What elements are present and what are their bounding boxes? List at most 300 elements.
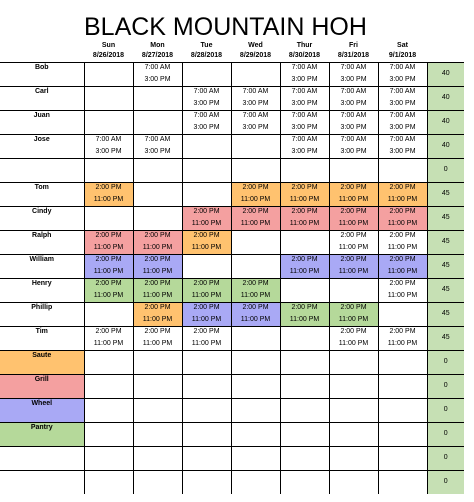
shift-start[interactable]: 7:00 AM: [133, 134, 182, 146]
shift-start[interactable]: 7:00 AM: [329, 62, 378, 74]
shift-end[interactable]: 3:00 PM: [133, 146, 182, 158]
empty-cell[interactable]: [378, 302, 427, 314]
date-header[interactable]: 9/1/2018: [388, 52, 417, 60]
empty-cell[interactable]: [378, 398, 427, 410]
empty-cell[interactable]: [329, 278, 378, 290]
empty-cell[interactable]: [280, 326, 329, 338]
empty-cell[interactable]: [329, 170, 378, 182]
employee-name[interactable]: Tim: [0, 326, 84, 350]
day-header[interactable]: Sun: [101, 41, 116, 49]
shift-end[interactable]: 3:00 PM: [329, 122, 378, 134]
empty-cell[interactable]: [378, 446, 427, 458]
shift-start[interactable]: 2:00 PM: [329, 254, 378, 266]
shift-end[interactable]: 11:00 PM: [84, 242, 133, 254]
empty-cell[interactable]: [231, 62, 280, 74]
shift-end[interactable]: 3:00 PM: [182, 122, 231, 134]
date-header[interactable]: 8/28/2018: [190, 52, 223, 60]
shift-start[interactable]: 7:00 AM: [329, 110, 378, 122]
empty-cell[interactable]: [378, 350, 427, 362]
empty-cell[interactable]: [182, 62, 231, 74]
date-header[interactable]: 8/27/2018: [141, 52, 174, 60]
empty-cell[interactable]: [329, 410, 378, 422]
legend-label[interactable]: Saute: [0, 350, 84, 374]
shift-start[interactable]: 2:00 PM: [84, 326, 133, 338]
employee-name[interactable]: Phillip: [0, 302, 84, 326]
shift-start[interactable]: 2:00 PM: [84, 230, 133, 242]
shift-start[interactable]: 2:00 PM: [378, 326, 427, 338]
empty-cell[interactable]: [182, 482, 231, 494]
empty-cell[interactable]: [231, 242, 280, 254]
empty-cell[interactable]: [378, 458, 427, 470]
shift-end[interactable]: 11:00 PM: [133, 338, 182, 350]
shift-end[interactable]: 11:00 PM: [280, 266, 329, 278]
empty-cell[interactable]: [133, 410, 182, 422]
shift-end[interactable]: 11:00 PM: [231, 218, 280, 230]
empty-cell[interactable]: [84, 110, 133, 122]
shift-end[interactable]: 11:00 PM: [84, 290, 133, 302]
shift-start[interactable]: 7:00 AM: [182, 86, 231, 98]
shift-end[interactable]: 3:00 PM: [280, 74, 329, 86]
empty-cell[interactable]: [133, 194, 182, 206]
empty-cell[interactable]: [182, 134, 231, 146]
empty-cell[interactable]: [182, 470, 231, 482]
empty-cell[interactable]: [231, 374, 280, 386]
empty-cell[interactable]: [329, 374, 378, 386]
hours-total[interactable]: 45: [427, 182, 464, 206]
empty-cell[interactable]: [182, 422, 231, 434]
shift-end[interactable]: 3:00 PM: [182, 98, 231, 110]
hours-total[interactable]: 45: [427, 206, 464, 230]
shift-end[interactable]: 11:00 PM: [182, 242, 231, 254]
empty-cell[interactable]: [280, 482, 329, 494]
shift-end[interactable]: 3:00 PM: [280, 122, 329, 134]
shift-start[interactable]: 2:00 PM: [133, 326, 182, 338]
shift-end[interactable]: 3:00 PM: [378, 98, 427, 110]
employee-name[interactable]: William: [0, 254, 84, 278]
empty-cell[interactable]: [182, 398, 231, 410]
day-header[interactable]: Thur: [296, 41, 313, 49]
empty-cell[interactable]: [280, 458, 329, 470]
empty-cell[interactable]: [84, 410, 133, 422]
shift-end[interactable]: 11:00 PM: [329, 194, 378, 206]
empty-cell[interactable]: [133, 386, 182, 398]
shift-start[interactable]: 2:00 PM: [280, 182, 329, 194]
shift-start[interactable]: 2:00 PM: [231, 302, 280, 314]
employee-name[interactable]: Juan: [0, 110, 84, 134]
employee-name[interactable]: Ralph: [0, 230, 84, 254]
shift-end[interactable]: 11:00 PM: [329, 218, 378, 230]
empty-cell[interactable]: [280, 350, 329, 362]
shift-end[interactable]: 11:00 PM: [378, 290, 427, 302]
empty-cell[interactable]: [280, 422, 329, 434]
legend-label[interactable]: Grill: [0, 374, 84, 398]
empty-cell[interactable]: [231, 410, 280, 422]
empty-cell[interactable]: [182, 170, 231, 182]
shift-start[interactable]: 2:00 PM: [182, 230, 231, 242]
empty-cell[interactable]: [133, 458, 182, 470]
empty-cell[interactable]: [182, 146, 231, 158]
shift-end[interactable]: 3:00 PM: [329, 146, 378, 158]
empty-cell[interactable]: [182, 266, 231, 278]
day-header[interactable]: Sat: [397, 41, 408, 49]
empty-cell[interactable]: [182, 458, 231, 470]
shift-end[interactable]: 11:00 PM: [280, 194, 329, 206]
empty-cell[interactable]: [280, 410, 329, 422]
empty-cell[interactable]: [133, 350, 182, 362]
empty-cell[interactable]: [280, 242, 329, 254]
shift-end[interactable]: 11:00 PM: [329, 338, 378, 350]
empty-cell[interactable]: [378, 434, 427, 446]
hours-total[interactable]: 45: [427, 278, 464, 302]
empty-cell[interactable]: [378, 170, 427, 182]
shift-start[interactable]: 7:00 AM: [182, 110, 231, 122]
empty-cell[interactable]: [280, 158, 329, 170]
shift-start[interactable]: 7:00 AM: [329, 86, 378, 98]
empty-cell[interactable]: [84, 218, 133, 230]
empty-cell[interactable]: [378, 158, 427, 170]
empty-cell[interactable]: [231, 434, 280, 446]
empty-cell[interactable]: [329, 446, 378, 458]
empty-cell[interactable]: [133, 206, 182, 218]
hours-total[interactable]: 40: [427, 62, 464, 86]
empty-cell[interactable]: [84, 98, 133, 110]
employee-name[interactable]: Carl: [0, 86, 84, 110]
empty-cell[interactable]: [133, 422, 182, 434]
shift-start[interactable]: 2:00 PM: [231, 182, 280, 194]
empty-cell[interactable]: [182, 446, 231, 458]
empty-cell[interactable]: [378, 374, 427, 386]
employee-name[interactable]: [0, 446, 84, 470]
empty-cell[interactable]: [329, 434, 378, 446]
empty-cell[interactable]: [378, 362, 427, 374]
employee-name[interactable]: [0, 158, 84, 182]
empty-cell[interactable]: [182, 410, 231, 422]
hours-total[interactable]: 0: [427, 350, 464, 374]
empty-cell[interactable]: [329, 398, 378, 410]
empty-cell[interactable]: [231, 470, 280, 482]
empty-cell[interactable]: [84, 74, 133, 86]
empty-cell[interactable]: [231, 146, 280, 158]
empty-cell[interactable]: [280, 374, 329, 386]
empty-cell[interactable]: [378, 314, 427, 326]
shift-start[interactable]: 2:00 PM: [133, 302, 182, 314]
empty-cell[interactable]: [378, 410, 427, 422]
empty-cell[interactable]: [84, 158, 133, 170]
employee-name[interactable]: [0, 470, 84, 494]
shift-start[interactable]: 2:00 PM: [329, 302, 378, 314]
empty-cell[interactable]: [280, 338, 329, 350]
empty-cell[interactable]: [84, 446, 133, 458]
hours-total[interactable]: 45: [427, 254, 464, 278]
shift-start[interactable]: 2:00 PM: [378, 182, 427, 194]
shift-start[interactable]: 2:00 PM: [133, 278, 182, 290]
empty-cell[interactable]: [329, 458, 378, 470]
shift-end[interactable]: 3:00 PM: [280, 146, 329, 158]
hours-total[interactable]: 45: [427, 326, 464, 350]
empty-cell[interactable]: [231, 326, 280, 338]
empty-cell[interactable]: [84, 170, 133, 182]
hours-total[interactable]: 0: [427, 158, 464, 182]
shift-end[interactable]: 11:00 PM: [231, 314, 280, 326]
day-header[interactable]: Fri: [349, 41, 358, 49]
day-header[interactable]: Wed: [248, 41, 263, 49]
hours-total[interactable]: 40: [427, 110, 464, 134]
shift-start[interactable]: 2:00 PM: [133, 230, 182, 242]
empty-cell[interactable]: [133, 470, 182, 482]
day-header[interactable]: Tue: [200, 41, 213, 49]
shift-end[interactable]: 11:00 PM: [378, 194, 427, 206]
empty-cell[interactable]: [133, 218, 182, 230]
empty-cell[interactable]: [84, 302, 133, 314]
shift-start[interactable]: 7:00 AM: [378, 134, 427, 146]
shift-start[interactable]: 2:00 PM: [182, 302, 231, 314]
employee-name[interactable]: Tom: [0, 182, 84, 206]
hours-total[interactable]: 45: [427, 230, 464, 254]
empty-cell[interactable]: [280, 398, 329, 410]
empty-cell[interactable]: [182, 386, 231, 398]
shift-start[interactable]: 2:00 PM: [84, 254, 133, 266]
shift-end[interactable]: 11:00 PM: [182, 218, 231, 230]
empty-cell[interactable]: [84, 482, 133, 494]
date-header[interactable]: 8/31/2018: [337, 52, 370, 60]
shift-end[interactable]: 11:00 PM: [329, 314, 378, 326]
empty-cell[interactable]: [329, 158, 378, 170]
legend-label[interactable]: Pantry: [0, 422, 84, 446]
hours-total[interactable]: 40: [427, 134, 464, 158]
empty-cell[interactable]: [182, 74, 231, 86]
empty-cell[interactable]: [133, 170, 182, 182]
shift-end[interactable]: 11:00 PM: [378, 242, 427, 254]
empty-cell[interactable]: [84, 62, 133, 74]
shift-start[interactable]: 2:00 PM: [329, 326, 378, 338]
employee-name[interactable]: Cindy: [0, 206, 84, 230]
empty-cell[interactable]: [231, 338, 280, 350]
empty-cell[interactable]: [231, 134, 280, 146]
hours-total[interactable]: 0: [427, 422, 464, 446]
employee-name[interactable]: Henry: [0, 278, 84, 302]
empty-cell[interactable]: [231, 362, 280, 374]
shift-start[interactable]: 2:00 PM: [84, 182, 133, 194]
shift-end[interactable]: 11:00 PM: [231, 290, 280, 302]
empty-cell[interactable]: [231, 74, 280, 86]
empty-cell[interactable]: [280, 434, 329, 446]
shift-end[interactable]: 3:00 PM: [329, 74, 378, 86]
hours-total[interactable]: 40: [427, 86, 464, 110]
empty-cell[interactable]: [329, 482, 378, 494]
empty-cell[interactable]: [231, 398, 280, 410]
shift-start[interactable]: 2:00 PM: [84, 278, 133, 290]
shift-start[interactable]: 2:00 PM: [182, 206, 231, 218]
empty-cell[interactable]: [84, 470, 133, 482]
shift-end[interactable]: 3:00 PM: [329, 98, 378, 110]
empty-cell[interactable]: [231, 482, 280, 494]
shift-end[interactable]: 3:00 PM: [84, 146, 133, 158]
shift-end[interactable]: 3:00 PM: [231, 122, 280, 134]
empty-cell[interactable]: [329, 422, 378, 434]
hours-total[interactable]: 0: [427, 470, 464, 494]
shift-start[interactable]: 2:00 PM: [280, 302, 329, 314]
empty-cell[interactable]: [231, 458, 280, 470]
empty-cell[interactable]: [182, 158, 231, 170]
shift-end[interactable]: 11:00 PM: [182, 338, 231, 350]
shift-start[interactable]: 2:00 PM: [231, 278, 280, 290]
shift-start[interactable]: 7:00 AM: [280, 134, 329, 146]
empty-cell[interactable]: [84, 458, 133, 470]
date-header[interactable]: 8/26/2018: [92, 52, 125, 60]
empty-cell[interactable]: [182, 350, 231, 362]
empty-cell[interactable]: [84, 206, 133, 218]
empty-cell[interactable]: [280, 446, 329, 458]
shift-end[interactable]: 3:00 PM: [133, 74, 182, 86]
shift-end[interactable]: 11:00 PM: [378, 338, 427, 350]
shift-end[interactable]: 11:00 PM: [84, 266, 133, 278]
shift-start[interactable]: 7:00 AM: [231, 110, 280, 122]
shift-end[interactable]: 11:00 PM: [84, 194, 133, 206]
shift-end[interactable]: 11:00 PM: [329, 266, 378, 278]
shift-start[interactable]: 2:00 PM: [133, 254, 182, 266]
empty-cell[interactable]: [231, 158, 280, 170]
empty-cell[interactable]: [84, 422, 133, 434]
shift-end[interactable]: 11:00 PM: [133, 266, 182, 278]
shift-end[interactable]: 3:00 PM: [280, 98, 329, 110]
empty-cell[interactable]: [231, 266, 280, 278]
empty-cell[interactable]: [329, 362, 378, 374]
shift-start[interactable]: 2:00 PM: [378, 230, 427, 242]
shift-start[interactable]: 7:00 AM: [231, 86, 280, 98]
shift-start[interactable]: 7:00 AM: [280, 86, 329, 98]
empty-cell[interactable]: [231, 350, 280, 362]
empty-cell[interactable]: [231, 422, 280, 434]
day-header[interactable]: Mon: [150, 41, 165, 49]
shift-end[interactable]: 11:00 PM: [133, 242, 182, 254]
empty-cell[interactable]: [84, 386, 133, 398]
shift-end[interactable]: 11:00 PM: [231, 194, 280, 206]
empty-cell[interactable]: [133, 86, 182, 98]
shift-end[interactable]: 3:00 PM: [378, 146, 427, 158]
shift-end[interactable]: 11:00 PM: [378, 266, 427, 278]
shift-start[interactable]: 7:00 AM: [133, 62, 182, 74]
empty-cell[interactable]: [329, 290, 378, 302]
empty-cell[interactable]: [280, 290, 329, 302]
empty-cell[interactable]: [231, 446, 280, 458]
empty-cell[interactable]: [280, 386, 329, 398]
empty-cell[interactable]: [378, 386, 427, 398]
shift-start[interactable]: 7:00 AM: [378, 86, 427, 98]
empty-cell[interactable]: [280, 278, 329, 290]
shift-end[interactable]: 11:00 PM: [133, 290, 182, 302]
empty-cell[interactable]: [133, 374, 182, 386]
shift-start[interactable]: 7:00 AM: [378, 110, 427, 122]
empty-cell[interactable]: [231, 386, 280, 398]
empty-cell[interactable]: [182, 194, 231, 206]
empty-cell[interactable]: [378, 482, 427, 494]
empty-cell[interactable]: [133, 122, 182, 134]
empty-cell[interactable]: [182, 254, 231, 266]
legend-label[interactable]: Wheel: [0, 398, 84, 422]
empty-cell[interactable]: [133, 110, 182, 122]
empty-cell[interactable]: [84, 350, 133, 362]
shift-end[interactable]: 3:00 PM: [378, 74, 427, 86]
hours-total[interactable]: 0: [427, 446, 464, 470]
shift-start[interactable]: 2:00 PM: [378, 206, 427, 218]
shift-start[interactable]: 2:00 PM: [378, 278, 427, 290]
empty-cell[interactable]: [133, 362, 182, 374]
date-header[interactable]: 8/29/2018: [239, 52, 272, 60]
empty-cell[interactable]: [84, 122, 133, 134]
empty-cell[interactable]: [133, 98, 182, 110]
shift-start[interactable]: 2:00 PM: [378, 254, 427, 266]
empty-cell[interactable]: [329, 386, 378, 398]
shift-end[interactable]: 11:00 PM: [329, 242, 378, 254]
hours-total[interactable]: 0: [427, 398, 464, 422]
empty-cell[interactable]: [280, 362, 329, 374]
empty-cell[interactable]: [231, 230, 280, 242]
empty-cell[interactable]: [231, 170, 280, 182]
shift-start[interactable]: 7:00 AM: [84, 134, 133, 146]
empty-cell[interactable]: [133, 158, 182, 170]
shift-end[interactable]: 3:00 PM: [378, 122, 427, 134]
shift-start[interactable]: 7:00 AM: [378, 62, 427, 74]
empty-cell[interactable]: [280, 230, 329, 242]
hours-total[interactable]: 45: [427, 302, 464, 326]
employee-name[interactable]: Bob: [0, 62, 84, 86]
empty-cell[interactable]: [84, 362, 133, 374]
empty-cell[interactable]: [231, 254, 280, 266]
empty-cell[interactable]: [84, 86, 133, 98]
shift-start[interactable]: 7:00 AM: [280, 62, 329, 74]
empty-cell[interactable]: [329, 350, 378, 362]
empty-cell[interactable]: [133, 398, 182, 410]
empty-cell[interactable]: [84, 314, 133, 326]
empty-cell[interactable]: [84, 398, 133, 410]
shift-end[interactable]: 11:00 PM: [378, 218, 427, 230]
shift-start[interactable]: 2:00 PM: [182, 278, 231, 290]
shift-end[interactable]: 11:00 PM: [182, 290, 231, 302]
empty-cell[interactable]: [133, 182, 182, 194]
shift-start[interactable]: 2:00 PM: [182, 326, 231, 338]
shift-end[interactable]: 11:00 PM: [280, 314, 329, 326]
shift-start[interactable]: 2:00 PM: [280, 206, 329, 218]
empty-cell[interactable]: [182, 362, 231, 374]
empty-cell[interactable]: [84, 434, 133, 446]
empty-cell[interactable]: [182, 182, 231, 194]
shift-end[interactable]: 11:00 PM: [133, 314, 182, 326]
shift-start[interactable]: 2:00 PM: [280, 254, 329, 266]
shift-start[interactable]: 2:00 PM: [329, 230, 378, 242]
empty-cell[interactable]: [378, 470, 427, 482]
shift-start[interactable]: 2:00 PM: [231, 206, 280, 218]
shift-end[interactable]: 11:00 PM: [280, 218, 329, 230]
shift-end[interactable]: 11:00 PM: [84, 338, 133, 350]
hours-total[interactable]: 0: [427, 374, 464, 398]
shift-end[interactable]: 11:00 PM: [182, 314, 231, 326]
empty-cell[interactable]: [182, 434, 231, 446]
shift-start[interactable]: 2:00 PM: [329, 206, 378, 218]
empty-cell[interactable]: [84, 374, 133, 386]
empty-cell[interactable]: [280, 170, 329, 182]
empty-cell[interactable]: [280, 470, 329, 482]
empty-cell[interactable]: [378, 422, 427, 434]
empty-cell[interactable]: [133, 446, 182, 458]
empty-cell[interactable]: [182, 374, 231, 386]
empty-cell[interactable]: [329, 470, 378, 482]
shift-start[interactable]: 2:00 PM: [329, 182, 378, 194]
shift-end[interactable]: 3:00 PM: [231, 98, 280, 110]
date-header[interactable]: 8/30/2018: [288, 52, 321, 60]
shift-start[interactable]: 7:00 AM: [280, 110, 329, 122]
employee-name[interactable]: Jose: [0, 134, 84, 158]
empty-cell[interactable]: [133, 482, 182, 494]
